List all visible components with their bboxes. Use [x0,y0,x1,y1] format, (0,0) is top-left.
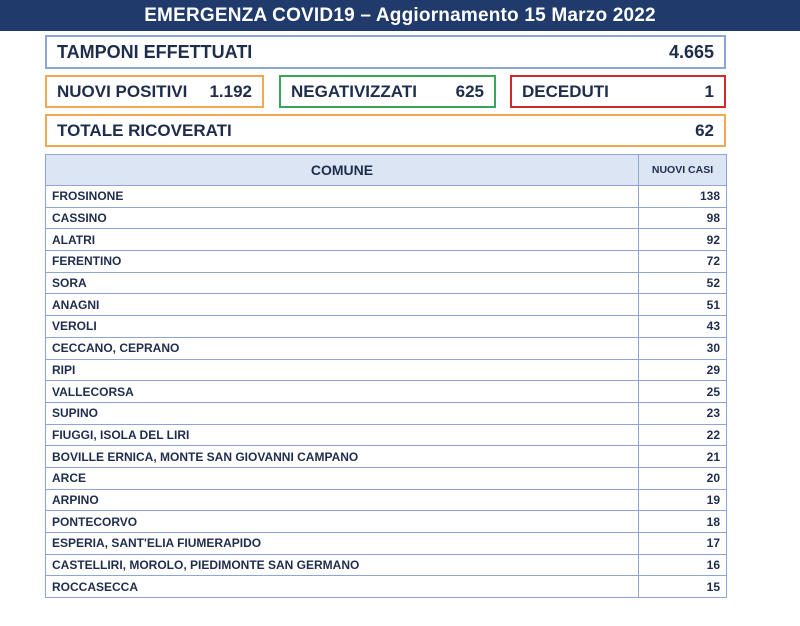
table-row [46,576,727,598]
casi-cell: 17 [639,533,727,555]
ricoverati-value: 62 [695,120,714,140]
table-row [46,424,727,446]
comune-cell: CASSINO [46,207,639,229]
comune-cell: ROCCASECCA [46,576,639,598]
deceduti-value: 1 [704,81,714,101]
casi-cell: 16 [639,554,727,576]
casi-cell: 21 [639,446,727,468]
casi-cell: 23 [639,402,727,424]
comune-cell: FIUGGI, ISOLA DEL LIRI [46,424,639,446]
tamponi-value: 4.665 [668,41,714,62]
table-row [46,294,727,316]
casi-column-header: NUOVI CASI [639,155,727,186]
negativi-value: 625 [455,81,484,101]
deceduti-box [510,75,726,108]
table-row [46,359,727,381]
casi-cell: 18 [639,511,727,533]
table-row [46,554,727,576]
table-row [46,207,727,229]
casi-cell: 72 [639,251,727,273]
casi-cell: 138 [639,186,727,208]
table-header-row [46,155,727,186]
table-row [46,511,727,533]
negativi-label: NEGATIVIZZATI [291,81,417,101]
table-row [46,272,727,294]
table-row [46,446,727,468]
comune-cell: FROSINONE [46,186,639,208]
table-row [46,489,727,511]
comune-cell: RIPI [46,359,639,381]
page-title-banner [0,0,800,31]
casi-cell: 98 [639,207,727,229]
casi-cell: 19 [639,489,727,511]
casi-cell: 29 [639,359,727,381]
casi-cell: 22 [639,424,727,446]
table-row [46,381,727,403]
comune-cell: VALLECORSA [46,381,639,403]
positivi-box [45,75,264,108]
casi-cell: 20 [639,467,727,489]
casi-cell: 15 [639,576,727,598]
table-row [46,337,727,359]
table-row [46,229,727,251]
comuni-table [45,154,727,598]
casi-cell: 52 [639,272,727,294]
comune-cell: BOVILLE ERNICA, MONTE SAN GIOVANNI CAMPANO [46,446,639,468]
casi-cell: 92 [639,229,727,251]
comune-column-header: COMUNE [46,155,639,186]
table-row [46,186,727,208]
positivi-label: NUOVI POSITIVI [57,81,188,101]
table-row [46,402,727,424]
comune-cell: CECCANO, CEPRANO [46,337,639,359]
comune-cell: ESPERIA, SANT'ELIA FIUMERAPIDO [46,533,639,555]
comune-cell: ALATRI [46,229,639,251]
table-row [46,467,727,489]
comune-cell: VEROLI [46,316,639,338]
ricoverati-label: TOTALE RICOVERATI [57,120,232,140]
casi-cell: 51 [639,294,727,316]
comune-cell: ARCE [46,467,639,489]
comune-cell: CASTELLIRI, MOROLO, PIEDIMONTE SAN GERMANO [46,554,639,576]
comune-cell: FERENTINO [46,251,639,273]
positivi-value: 1.192 [209,81,252,101]
table-row [46,316,727,338]
negativi-box [279,75,496,108]
casi-cell: 25 [639,381,727,403]
comune-cell: PONTECORVO [46,511,639,533]
tamponi-label: TAMPONI EFFETTUATI [57,41,253,62]
comune-cell: SORA [46,272,639,294]
casi-cell: 30 [639,337,727,359]
page-title: EMERGENZA COVID19 – Aggiornamento 15 Marzo 2022 [144,5,656,26]
table-body [46,186,727,598]
table-row [46,251,727,273]
comune-cell: SUPINO [46,402,639,424]
tamponi-box [45,35,726,69]
deceduti-label: DECEDUTI [522,81,609,101]
casi-cell: 43 [639,316,727,338]
table-row [46,533,727,555]
comune-cell: ARPINO [46,489,639,511]
comune-cell: ANAGNI [46,294,639,316]
ricoverati-box [45,114,726,147]
